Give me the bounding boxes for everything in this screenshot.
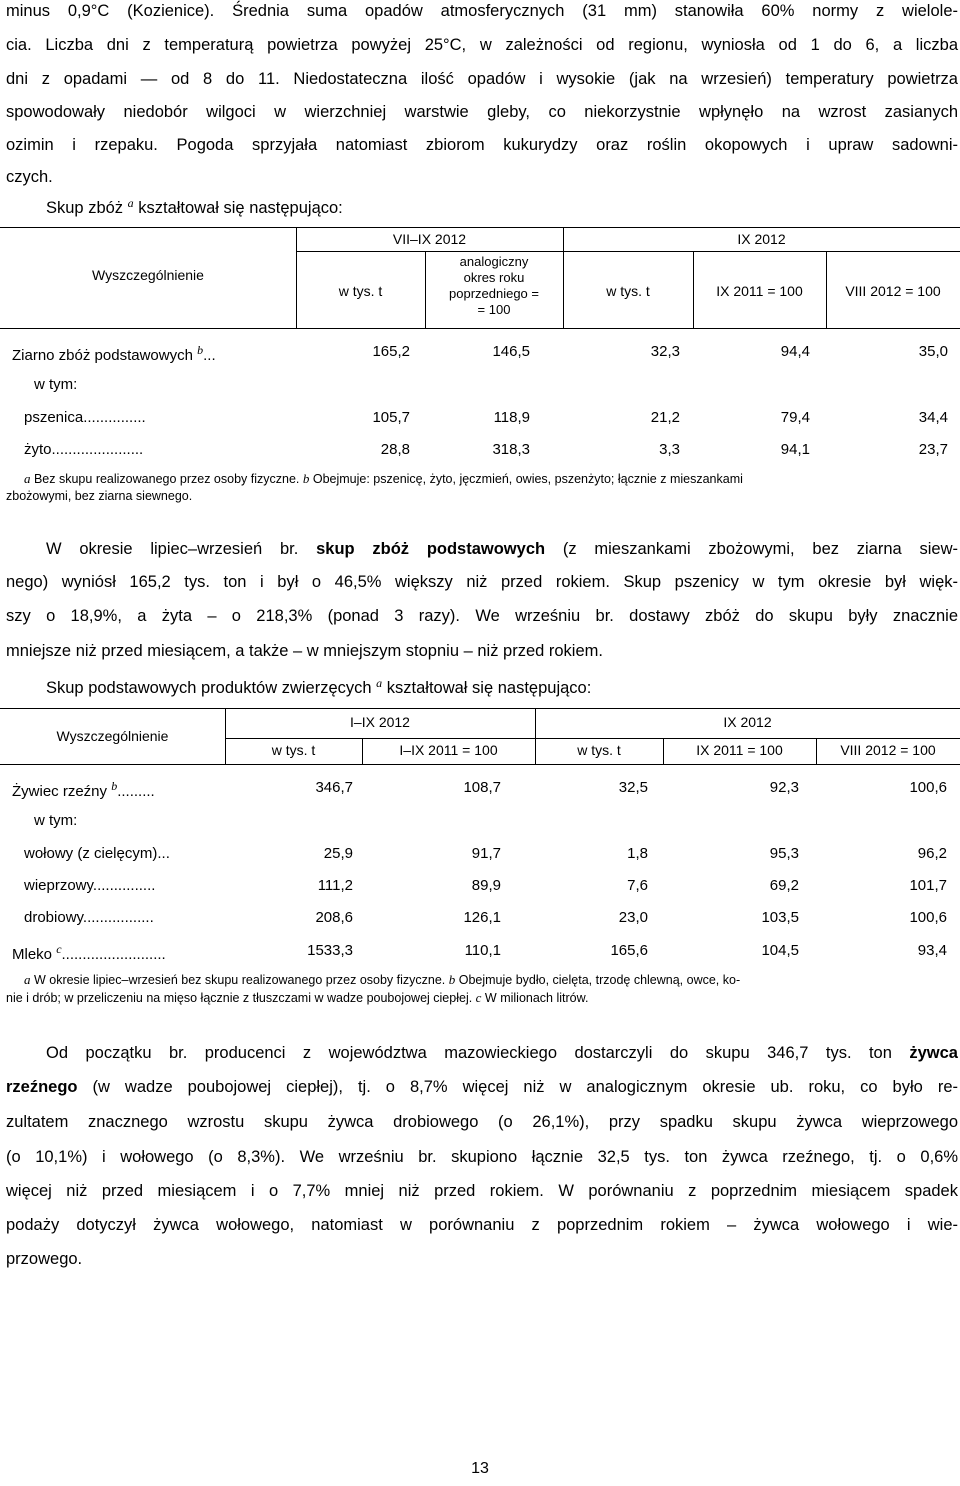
table2-footnote: a W okresie lipiec–wrzesień bez skupu realizowanego przez osoby fizyczne. b Obejmuje bydło, cielęta, trzodę chlewną, owce, ko- nie i drób; w przeliczeniu na mięso łącznie z tłuszczami w wadze poubojowej ciepłej. c W milionach litrów. — [6, 972, 741, 1005]
row-label: w tym: — [34, 376, 78, 393]
table-cell: 101,7 — [909, 877, 947, 894]
text-line: Od początku br. producenci z województwa mazowieckiego dostarczyli do skupu 346,7 tys. ton żywca — [46, 1044, 958, 1062]
table-cell: 93,4 — [917, 942, 947, 959]
table-cell: 108,7 — [463, 779, 501, 796]
column-group-header: VII–IX 2012 — [392, 231, 467, 247]
table-cell: 23,7 — [918, 441, 948, 458]
row-label: wieprzowy............... — [24, 877, 156, 894]
text-line: czych. — [6, 168, 53, 186]
row-label: w tym: — [34, 812, 78, 829]
row-label: wołowy (z cielęcym)... — [24, 845, 170, 862]
text-line: podaży dotyczył żywca wołowego, natomiast w porównaniu z poprzednim rokiem – żywca wołowego i wie- — [6, 1216, 958, 1234]
text-line: zultatem znacznego wzrostu skupu żywca drobiowego (o 26,1%), przy spadku skupu żywca wieprzowego — [6, 1113, 958, 1131]
table-cell: 32,3 — [650, 343, 680, 360]
table-cell: 208,6 — [315, 909, 353, 926]
column-header: IX 2011 = 100 — [696, 742, 783, 758]
table-cell: 7,6 — [627, 877, 648, 894]
table-cell: 95,3 — [769, 845, 799, 862]
table-cell: 118,9 — [493, 409, 530, 426]
column-group-header: IX 2012 — [737, 231, 786, 247]
row-label: Mleko $^c$......................... — [12, 942, 166, 963]
text-line: dni z opadami — od 8 do 11. Niedostateczna ilość opadów i wysokie (jak na wrzesień) temperatury powietrza — [6, 70, 958, 88]
row-label: Ziarno zbóż podstawowych $^b$... — [12, 343, 216, 364]
table2-lead: Skup podstawowych produktów zwierzęcych $^a$ kształtował się następująco: — [46, 676, 592, 697]
text-line: przowego. — [6, 1250, 83, 1268]
column-header: analogiczny okres roku poprzedniego = = 100 — [449, 254, 539, 317]
table-cell: 89,9 — [471, 877, 501, 894]
table-cell: 100,6 — [909, 909, 947, 926]
table-cell: 96,2 — [917, 845, 947, 862]
text-line: ozimin i rzepaku. Pogoda sprzyjała natomiast zbiorom kukurydzy oraz roślin okopowych i upraw sadowni- — [6, 136, 958, 154]
text-line: szy o 18,9%, a żyta – o 218,3% (ponad 3 razy). We wrześniu br. dostawy zbóż do skupu były znacznie — [6, 607, 958, 625]
table-cell: 21,2 — [650, 409, 680, 426]
text-line: mniejsze niż przed miesiącem, a także – w mniejszym stopniu – niż przed rokiem. — [6, 642, 603, 660]
text-line: cia. Liczba dni z temperaturą powietrza powyżej 25°C, w zależności od regionu, wyniosła od 1 do 6, a liczba — [6, 36, 958, 54]
column-group-header: IX 2012 — [723, 714, 772, 730]
column-header: IX 2011 = 100 — [716, 283, 803, 299]
table-cell: 92,3 — [769, 779, 799, 796]
table-cell: 28,8 — [380, 441, 410, 458]
text-line: spowodowały niedobór wilgoci w wierzchniej warstwie gleby, co niekorzystnie wpłynęło na wzrost zasianych — [6, 103, 958, 121]
table-cell: 79,4 — [780, 409, 810, 426]
table-cell: 103,5 — [761, 909, 799, 926]
row-label: drobiowy................. — [24, 909, 154, 926]
column-header: w tys. t — [606, 283, 650, 299]
table-cell: 146,5 — [492, 343, 530, 360]
table-cell: 1,8 — [627, 845, 648, 862]
row-label: Żywiec rzeźny $^b$......... — [12, 779, 155, 800]
text-line: minus 0,9°C (Kozienice). Średnia suma opadów atmosferycznych (31 mm) stanowiła 60% normy z wielole- — [6, 2, 958, 20]
table-cell: 23,0 — [618, 909, 648, 926]
table-cell: 3,3 — [659, 441, 680, 458]
text-line: (o 10,1%) i wołowego (o 8,3%). We wrześniu br. skupiono łącznie 32,5 tys. ton żywca rzeźnego, tj. o 0,6% — [6, 1148, 958, 1166]
table-cell: 346,7 — [315, 779, 353, 796]
table-cell: 94,1 — [780, 441, 810, 458]
table-cell: 32,5 — [618, 779, 648, 796]
table-cell: 165,6 — [610, 942, 648, 959]
column-header: I–IX 2011 = 100 — [399, 742, 498, 758]
table-cell: 165,2 — [372, 343, 410, 360]
text-line: W okresie lipiec–wrzesień br. skup zbóż podstawowych (z mieszankami zbożowymi, bez ziarna siew- — [46, 540, 958, 558]
column-header: Wyszczególnienie — [92, 267, 204, 283]
table-cell: 110,1 — [464, 942, 501, 959]
table-cell: 25,9 — [323, 845, 353, 862]
column-header: w tys. t — [577, 742, 621, 758]
table-cell: 104,5 — [761, 942, 799, 959]
column-header: w tys. t — [338, 283, 383, 299]
page-number: 13 — [471, 1460, 489, 1477]
column-header: Wyszczególnienie — [56, 728, 169, 744]
table-cell: 35,0 — [918, 343, 948, 360]
text-line: rzeźnego (w wadze poubojowej ciepłej), tj. o 8,7% więcej niż w analogicznym okresie ub. roku, co było re- — [6, 1078, 958, 1096]
table-cell: 94,4 — [780, 343, 810, 360]
column-header: w tys. t — [271, 742, 316, 758]
table-cell: 91,7 — [471, 845, 501, 862]
column-group-header: I–IX 2012 — [350, 714, 410, 730]
table-cell: 100,6 — [909, 779, 947, 796]
table-cell: 126,1 — [463, 909, 501, 926]
text-line: nego) wyniósł 165,2 tys. ton i był o 46,5% większy niż przed rokiem. Skup pszenicy w tym okresie był więk- — [6, 573, 958, 591]
table-cell: 105,7 — [372, 409, 410, 426]
table-cell: 111,2 — [317, 877, 353, 894]
table-cell: 318,3 — [492, 441, 530, 458]
text-line: więcej niż przed miesiącem i o 7,7% mniej niż przed rokiem. W porównaniu z poprzednim miesiącem spadek — [6, 1182, 958, 1200]
row-label: pszenica............... — [24, 409, 146, 426]
table1-lead: Skup zbóż $^a$ kształtował się następująco: — [46, 196, 343, 217]
row-label: żyto...................... — [24, 441, 144, 458]
column-header: VIII 2012 = 100 — [840, 742, 936, 758]
table1-footnote: a Bez skupu realizowanego przez osoby fizyczne. b Obejmuje: pszenicę, żyto, jęczmień, owies, pszenżyto; łącznie z mieszankami zbożowymi, bez ziarna siewnego. — [6, 471, 743, 503]
table-cell: 1533,3 — [307, 942, 353, 959]
table-cell: 34,4 — [918, 409, 948, 426]
table-cell: 69,2 — [769, 877, 799, 894]
column-header: VIII 2012 = 100 — [845, 283, 941, 299]
